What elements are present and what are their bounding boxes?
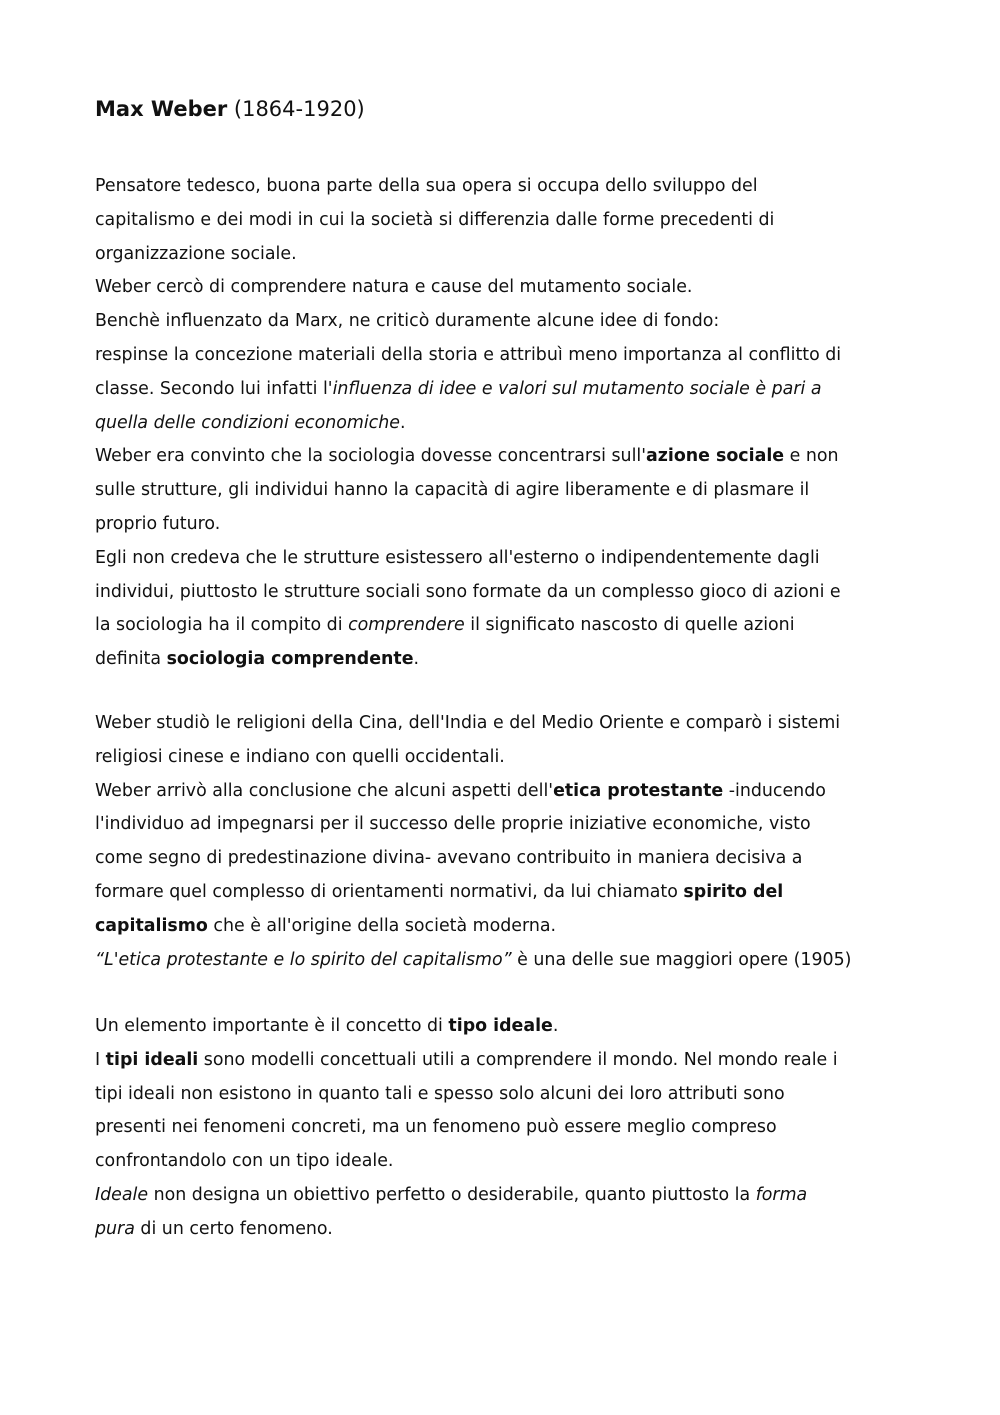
text-line [95, 170, 915, 204]
text-run: individui, piuttosto le strutture sociali sono formate da un complesso gioco di azioni e [95, 581, 841, 602]
text-run: che è all'origine della società moderna. [207, 915, 557, 936]
text-line [95, 238, 915, 272]
italic-phrase: forma [755, 1184, 808, 1205]
text-run: la sociologia ha il compito di [95, 615, 349, 636]
text-line [95, 741, 915, 775]
text-run: presenti nei fenomeni concreti, ma un fenomeno può essere meglio compreso [95, 1117, 777, 1138]
bold-term: sociologia comprendente [166, 649, 414, 670]
paragraph-block-protestant-ethic [95, 707, 915, 977]
text-line [95, 1213, 915, 1247]
text-run: Weber cercò di comprendere natura e cause del mutamento sociale. [95, 277, 693, 298]
text-run: non designa un obiettivo perfetto o desiderabile, quanto piuttosto la [148, 1184, 756, 1205]
text-run: Weber arrivò alla conclusione che alcuni aspetti dell' [95, 780, 554, 801]
text-run: è una delle sue maggiori opere (1905) [511, 949, 852, 970]
text-line [95, 440, 915, 474]
text-run: religiosi cinese e indiano con quelli occidentali. [95, 746, 505, 767]
text-line [95, 407, 915, 441]
text-line [95, 842, 915, 876]
text-run: come segno di predestinazione divina- avevano contribuito in maniera decisiva a [95, 848, 803, 869]
text-run: sulle strutture, gli individui hanno la capacità di agire liberamente e di plasmare il [95, 480, 810, 501]
text-line [95, 876, 915, 910]
text-run: definita [95, 649, 167, 670]
text-run: capitalismo e dei modi in cui la società si differenzia dalle forme precedenti di [95, 209, 775, 230]
text-line [95, 1145, 915, 1179]
italic-phrase: “L'etica protestante e lo spirito del capitalismo” [95, 949, 512, 970]
text-run: . [413, 649, 420, 670]
text-line [95, 1111, 915, 1145]
text-line [95, 1078, 915, 1112]
text-line [95, 373, 915, 407]
text-run: il significato nascosto di quelle azioni [464, 615, 795, 636]
bold-term: capitalismo [95, 915, 208, 936]
text-run: proprio futuro. [95, 513, 221, 534]
text-line [95, 542, 915, 576]
paragraph-block-ideal-type [95, 1010, 915, 1247]
text-line [95, 944, 915, 978]
text-line [95, 707, 915, 741]
text-run: formare quel complesso di orientamenti normativi, da lui chiamato [95, 881, 684, 902]
text-run: sono modelli concettuali utili a comprendere il mondo. Nel mondo reale i [198, 1049, 838, 1070]
bold-term: tipi ideali [105, 1049, 199, 1070]
text-line [95, 576, 915, 610]
text-run: organizzazione sociale. [95, 243, 297, 264]
bold-term: etica protestante [553, 780, 724, 801]
text-run: Weber studiò le religioni della Cina, dell'India e del Medio Oriente e comparò i sistemi [95, 713, 841, 733]
italic-phrase: influenza di idee e valori sul mutamento sociale [332, 378, 750, 399]
paragraph-block-weber-intro [95, 170, 915, 677]
text-run: confrontandolo con un tipo ideale. [95, 1151, 394, 1172]
text-run: Benchè influenzato da Marx, ne criticò duramente alcune idee di fondo: [95, 311, 720, 332]
text-line [95, 204, 915, 238]
italic-phrase: comprendere [348, 615, 465, 636]
text-run: Weber era convinto che la sociologia dovesse concentrarsi sull' [95, 446, 647, 467]
text-run: l'individuo ad impegnarsi per il successo delle proprie iniziative economiche, visto [95, 814, 811, 835]
bold-term: tipo ideale [448, 1016, 553, 1036]
text-line [95, 609, 915, 643]
text-run: classe. Secondo lui infatti l' [95, 378, 333, 399]
text-run: -inducendo [723, 780, 826, 801]
text-line [95, 808, 915, 842]
document-title [95, 95, 365, 123]
title-name: Max Weber [95, 97, 228, 121]
italic-phrase: è pari a [755, 378, 822, 399]
text-line [95, 643, 915, 677]
text-run: Egli non credeva che le strutture esistessero all'esterno o indipendentemente dagli [95, 547, 820, 568]
text-run: tipi ideali non esistono in quanto tali e spesso solo alcuni dei loro attributi sono [95, 1083, 785, 1104]
text-line [95, 271, 915, 305]
text-line [95, 910, 915, 944]
bold-term: spirito del [683, 881, 784, 902]
text-run: Pensatore tedesco, buona parte della sua opera si occupa dello sviluppo del [95, 176, 758, 196]
title-dates: (1864-1920) [227, 97, 365, 121]
text-line [95, 1010, 915, 1044]
text-line [95, 305, 915, 339]
text-run: respinse la concezione materiali della storia e attribuì meno importanza al conflitto di [95, 344, 842, 365]
text-run: . [552, 1016, 559, 1036]
text-line [95, 1179, 915, 1213]
text-run: . [399, 412, 406, 433]
text-line [95, 339, 915, 373]
text-line [95, 775, 915, 809]
text-run: e non [784, 446, 839, 467]
text-line [95, 474, 915, 508]
bold-term: azione sociale [646, 446, 785, 467]
italic-phrase: Ideale [95, 1184, 149, 1205]
text-line [95, 1044, 915, 1078]
text-run: di un certo fenomeno. [134, 1218, 333, 1239]
text-line [95, 508, 915, 542]
text-run: I [95, 1049, 106, 1070]
italic-phrase: pura [95, 1218, 135, 1239]
text-run: Un elemento importante è il concetto di [95, 1016, 449, 1036]
italic-phrase: quella delle condizioni economiche [95, 412, 400, 433]
